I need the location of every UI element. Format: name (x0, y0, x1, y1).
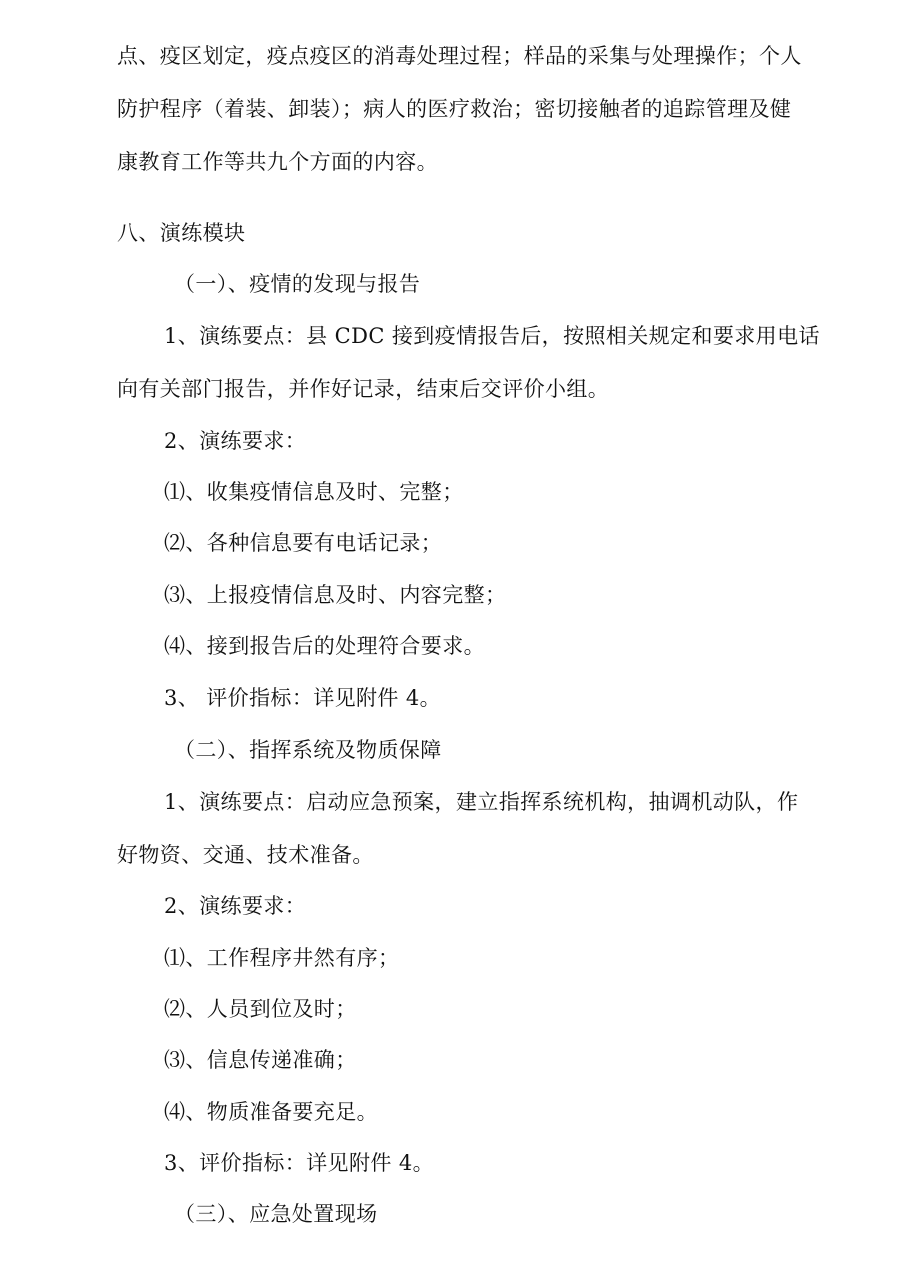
subsection-heading: （三）、应急处置现场 (174, 1202, 378, 1226)
subsection-heading: （二）、指挥系统及物质保障 (174, 738, 442, 762)
paragraph-line: 康教育工作等共九个方面的内容。 (117, 150, 438, 174)
subsection-heading: （一）、疫情的发现与报告 (174, 272, 421, 296)
paragraph-line: 点、疫区划定，疫点疫区的消毒处理过程；样品的采集与处理操作；个人 (117, 44, 802, 68)
list-item: ⑴、收集疫情信息及时、完整； (164, 480, 464, 504)
paragraph-line: 3、 评价指标：详见附件 4。 (164, 686, 442, 710)
paragraph-line: 1、演练要点：县 CDC 接到疫情报告后，按照相关规定和要求用电话 (164, 324, 820, 348)
list-item: ⑴、工作程序井然有序； (164, 946, 400, 970)
list-heading: 2、演练要求： (164, 894, 307, 918)
list-item: ⑷、接到报告后的处理符合要求。 (164, 634, 485, 658)
list-item: ⑶、信息传递准确； (164, 1048, 357, 1072)
list-item: ⑶、上报疫情信息及时、内容完整； (164, 583, 507, 607)
list-item: ⑵、人员到位及时； (164, 997, 357, 1021)
list-heading: 2、演练要求： (164, 429, 307, 453)
paragraph-line: 1、演练要点：启动应急预案，建立指挥系统机构，抽调机动队，作 (164, 790, 799, 814)
paragraph-line: 防护程序（着装、卸装）；病人的医疗救治；密切接触者的追踪管理及健 (117, 97, 792, 121)
paragraph-line: 好物资、交通、技术准备。 (117, 843, 374, 867)
list-item: ⑵、各种信息要有电话记录； (164, 531, 443, 555)
paragraph-line: 向有关部门报告，并作好记录，结束后交评价小组。 (117, 377, 610, 401)
list-item: ⑷、物质准备要充足。 (164, 1100, 378, 1124)
section-heading: 八、演练模块 (117, 221, 246, 245)
paragraph-line: 3、评价指标：详见附件 4。 (164, 1151, 434, 1175)
